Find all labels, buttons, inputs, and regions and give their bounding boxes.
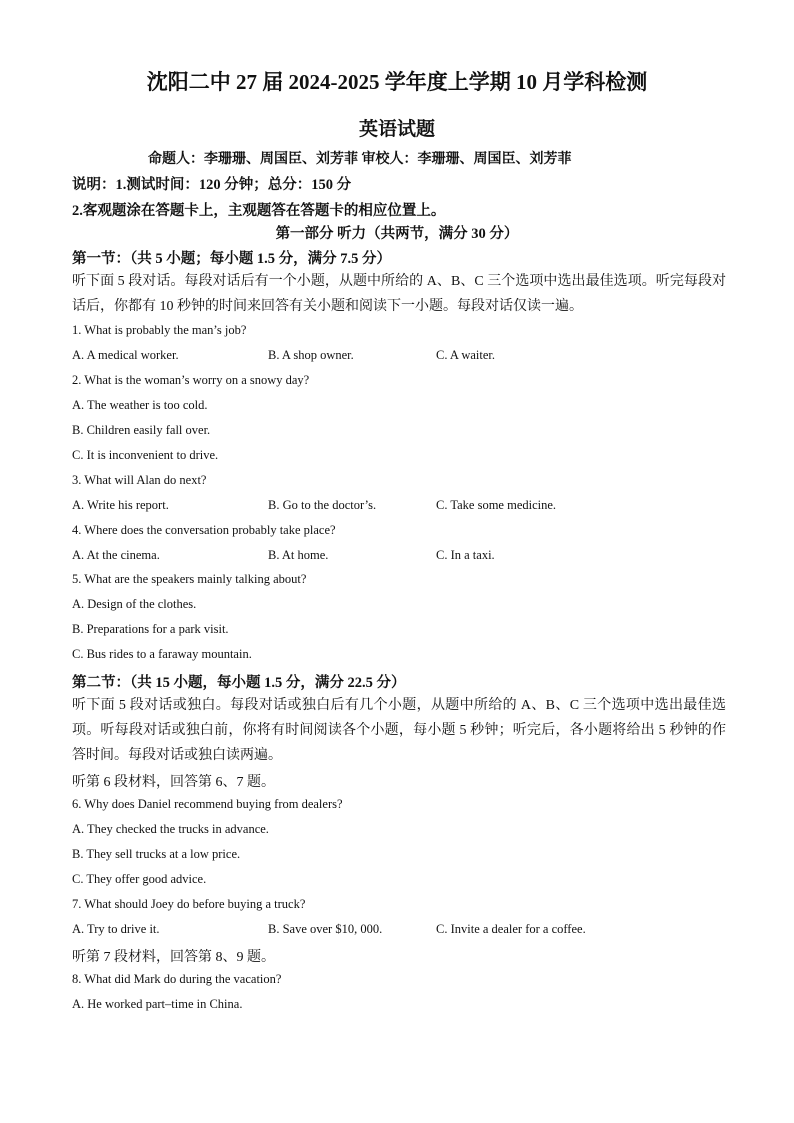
- material-7-note: 听第 7 段材料，回答第 8、9 题。: [72, 950, 275, 965]
- question-7-option-c: C. Invite a dealer for a coffee.: [436, 922, 586, 936]
- question-6-stem: 6. Why does Daniel recommend buying from dealers?: [72, 797, 343, 811]
- question-2-option-c: C. It is inconvenient to drive.: [72, 448, 219, 462]
- part1-heading: 第一部分 听力（共两节，满分 30 分）: [275, 226, 519, 242]
- question-1-option-c: C. A waiter.: [436, 348, 496, 362]
- material-6-note: 听第 6 段材料，回答第 6、7 题。: [72, 775, 275, 790]
- section1-instructions: 听下面 5 段对话。每段对话后有一个小题，从题中所给的 A、B、C 三个选项中选出最佳选项。听完每段对话后，你都有 10 秒钟的时间来回答有关小题和阅读下一小题。每段对话仅读一遍。: [72, 274, 726, 314]
- question-5-option-b: B. Preparations for a park visit.: [72, 622, 229, 636]
- exam-note-time: 说明：1.测试时间：120 分钟；总分：150 分: [72, 177, 352, 193]
- question-2-stem: 2. What is the woman’s worry on a snowy day?: [72, 373, 310, 387]
- question-7-option-a: A. Try to drive it.: [72, 922, 160, 936]
- question-7-option-b: B. Save over $10, 000.: [268, 922, 383, 936]
- section2-instructions: 听下面 5 段对话或独白。每段对话或独白后有几个小题，从题中所给的 A、B、C 三个选项中选出最佳选项。听每段对话或独白前，你将有时间阅读各个小题，每小题 5 秒钟；听完后，各小题将给出 5 秒钟的作答时间。每段对话或独白读两遍。: [72, 698, 726, 763]
- question-2-option-a: A. The weather is too cold.: [72, 398, 208, 412]
- question-3-option-a: A. Write his report.: [72, 498, 169, 512]
- question-5-stem: 5. What are the speakers mainly talking about?: [72, 572, 307, 586]
- question-2-option-b: B. Children easily fall over.: [72, 423, 211, 437]
- question-4-stem: 4. Where does the conversation probably take place?: [72, 523, 336, 537]
- question-3-option-c: C. Take some medicine.: [436, 498, 557, 512]
- question-6-option-b: B. They sell trucks at a low price.: [72, 847, 241, 861]
- question-6-option-a: A. They checked the trucks in advance.: [72, 822, 269, 836]
- question-3-stem: 3. What will Alan do next?: [72, 473, 207, 487]
- authors-line: 命题人：李珊珊、周国臣、刘芳菲 审校人：李珊珊、周国臣、刘芳菲: [148, 152, 572, 167]
- section2-heading: 第二节：（共 15 小题，每小题 1.5 分，满分 22.5 分）: [72, 675, 406, 691]
- question-3-option-b: B. Go to the doctor’s.: [268, 498, 377, 512]
- exam-subtitle: 英语试题: [358, 119, 435, 140]
- question-8-option-a: A. He worked part–time in China.: [72, 997, 243, 1011]
- exam-title: 沈阳二中 27 届 2024-2025 学年度上学期 10 月学科检测: [146, 70, 648, 94]
- question-6-option-c: C. They offer good advice.: [72, 872, 207, 886]
- section1-heading: 第一节：（共 5 小题；每小题 1.5 分，满分 7.5 分）: [72, 251, 391, 267]
- question-4-option-b: B. At home.: [268, 548, 329, 562]
- question-1-option-a: A. A medical worker.: [72, 348, 179, 362]
- question-1-option-b: B. A shop owner.: [268, 348, 354, 362]
- question-4-option-a: A. At the cinema.: [72, 548, 160, 562]
- question-4-option-c: C. In a taxi.: [436, 548, 495, 562]
- question-1-stem: 1. What is probably the man’s job?: [72, 323, 247, 337]
- question-8-stem: 8. What did Mark do during the vacation?: [72, 972, 282, 986]
- question-5-option-a: A. Design of the clothes.: [72, 597, 197, 611]
- question-5-option-c: C. Bus rides to a faraway mountain.: [72, 647, 252, 661]
- exam-note-answers: 2.客观题涂在答题卡上，主观题答在答题卡的相应位置上。: [72, 203, 446, 219]
- question-7-stem: 7. What should Joey do before buying a truck?: [72, 897, 306, 911]
